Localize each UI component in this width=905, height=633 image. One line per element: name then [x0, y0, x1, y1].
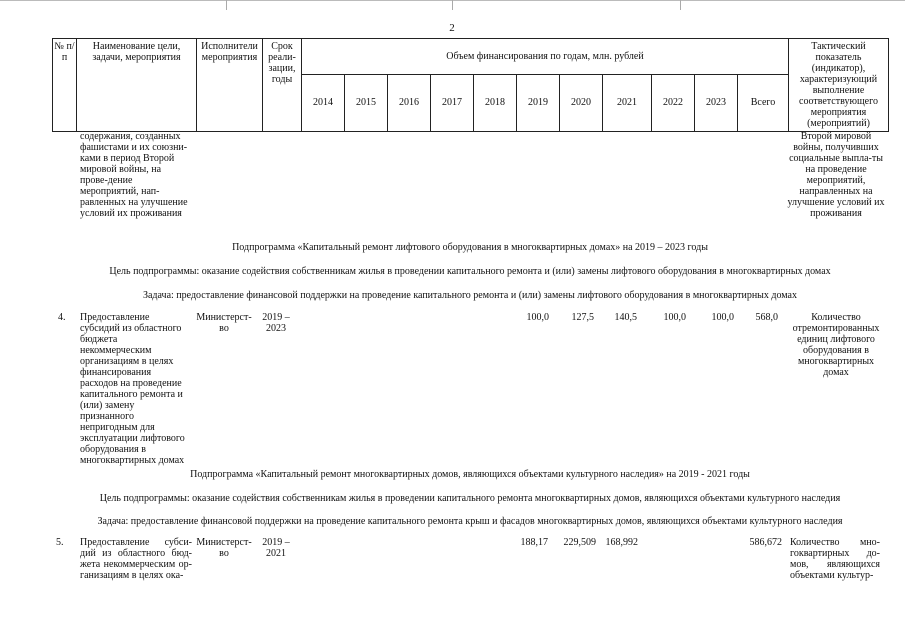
row-5-exec: Министерст-во — [196, 537, 252, 559]
row-4-exec: Министерст-во — [196, 312, 252, 334]
row-4-term: 2019 – 2023 — [262, 312, 290, 334]
header-year: 2021 — [603, 74, 652, 131]
row-4-value-2023: 100,0 — [711, 312, 734, 323]
row-5-value-2021: 168,992 — [605, 537, 638, 548]
header-year: 2015 — [345, 74, 388, 131]
row-5-indicator: Количество мно-гоквартирных до-мов, являющихся объектами культур- — [790, 537, 880, 581]
page-number: 2 — [449, 22, 455, 34]
subprogram-2-goal: Цель подпрограммы: оказание содействия собственникам жилья в проведении капитального ремонта многоквартирных домов, являющихся объектами культурного наследия — [99, 493, 841, 504]
row-5-num: 5. — [56, 537, 64, 548]
row-4-indicator: Количество отремонтированных единиц лифтового оборудования в многоквартирных домах — [792, 312, 880, 378]
header-year: 2018 — [474, 74, 517, 131]
header-year: 2014 — [302, 74, 345, 131]
row-5-value-2020: 229,509 — [563, 537, 596, 548]
row-5-name: Предоставление субси-дий из областного бюд-жета некоммерческим ор-ганизациям в целях ока- — [80, 537, 192, 581]
header-exec: Исполнители мероприятия — [197, 39, 263, 132]
subprogram-2-title: Подпрограмма «Капитальный ремонт многоквартирных домов, являющихся объектами культурного наследия» на 2019 - 2021 годы — [190, 469, 750, 480]
header-year: 2020 — [560, 74, 603, 131]
row-4-value-2020: 127,5 — [571, 312, 594, 323]
header-year: 2016 — [388, 74, 431, 131]
header-year: 2022 — [652, 74, 695, 131]
row-4-value-2022: 100,0 — [663, 312, 686, 323]
header-financing: Объем финансирования по годам, млн. рублей — [302, 39, 789, 75]
edge-tick — [452, 0, 453, 10]
row-4-value-2019: 100,0 — [526, 312, 549, 323]
header-num: № п/п — [53, 39, 77, 132]
header-name: Наименование цели, задачи, мероприятия — [77, 39, 197, 132]
row-5-total: 586,672 — [749, 537, 782, 548]
subprogram-2-task: Задача: предоставление финансовой поддержки на проведение капитального ремонта крыш и фасадов многоквартирных домов, являющихся объектами культурного наследия — [97, 516, 843, 527]
carry-indicator: Второй мировой войны, получивших социальные выпла-ты на проведение мероприятий, направленных на улучшение условий их проживания — [787, 131, 885, 219]
header-year: 2017 — [431, 74, 474, 131]
header-year: 2023 — [695, 74, 738, 131]
row-4-value-2021: 140,5 — [614, 312, 637, 323]
header-term: Срок реали-зации, годы — [263, 39, 302, 132]
row-4-name: Предоставление субсидий из областного бюджета некоммерческим организациям в целях финансирования расходов на проведение капитального ремонта и (или) замену признанного непригодным для эксплуатации лифтового оборудования в многоквартирных домах — [80, 312, 185, 466]
edge-tick — [226, 0, 227, 10]
subprogram-1-task: Задача: предоставление финансовой поддержки на проведение капитального ремонта и (или) замены лифтового оборудования в многоквартирных домах — [142, 290, 797, 301]
table-header — [52, 38, 889, 132]
row-4-num: 4. — [58, 312, 66, 323]
row-4-total: 568,0 — [755, 312, 778, 323]
header-indicator: Тактический показатель (индикатор), характеризующий выполнение соответствующего мероприятия (мероприятий) — [789, 39, 889, 132]
row-5-term: 2019 – 2021 — [262, 537, 290, 559]
edge-tick — [680, 0, 681, 10]
subprogram-1-goal: Цель подпрограммы: оказание содействия собственникам жилья в проведении капитального ремонта и (или) замены лифтового оборудования в многоквартирных домах — [109, 266, 831, 277]
header-year-total: Всего — [738, 74, 789, 131]
subprogram-1-title: Подпрограмма «Капитальный ремонт лифтового оборудования в многоквартирных домах» на 2019 – 2023 годы — [232, 242, 708, 253]
carry-name: содержания, созданных фашистами и их союзни-ками в период Второй мировой войны, на прове-дение мероприятий, нап-равленных на улучшение условий их проживания — [80, 131, 188, 219]
row-5-value-2019: 188,17 — [520, 537, 548, 548]
header-year: 2019 — [517, 74, 560, 131]
